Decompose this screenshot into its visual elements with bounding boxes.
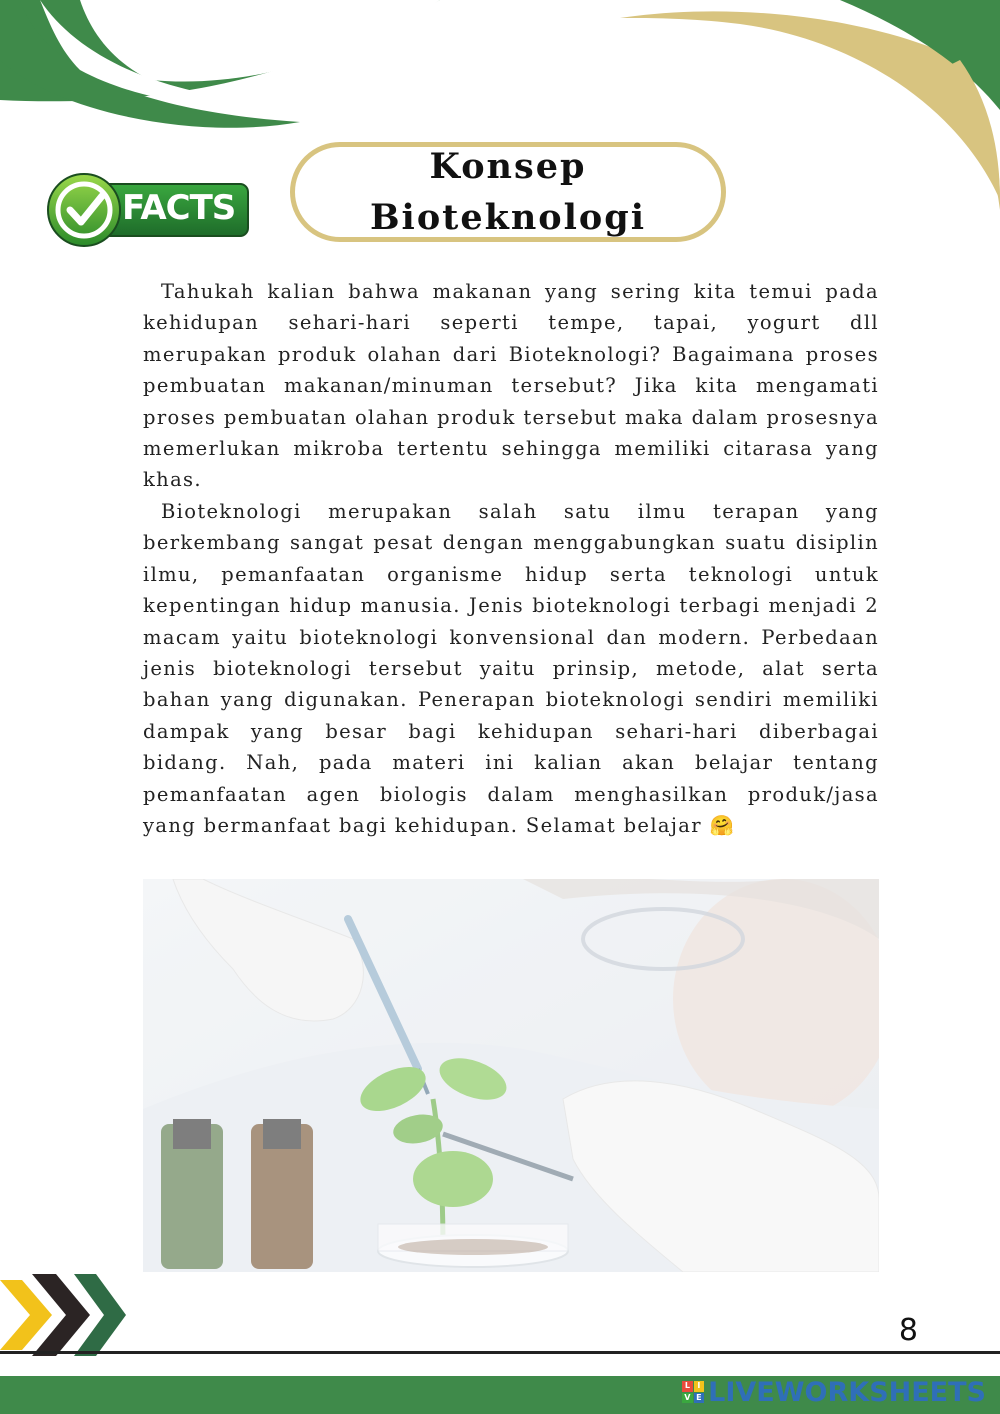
page-title-line-1: Konsep <box>429 146 587 187</box>
page-number: 8 <box>898 1313 918 1348</box>
lab-photo <box>143 879 879 1272</box>
intro-paragraph: Tahukah kalian bahwa makanan yang sering kita temui pada kehidupan sehari-hari seperti tempe, tapai, yogurt dll merupakan produk olahan dari Bioteknologi? Bagaimana proses pembuatan makanan/minuman tersebut? Jika kita mengamati proses pembuatan olahan produk tersebut maka dalam prosesnya memerlukan mikroba tertentu sehingga memiliki citarasa yang khas. <box>143 280 879 492</box>
facts-badge-label: FACTS <box>122 188 236 228</box>
body-paragraph: Bioteknologi merupakan salah satu ilmu terapan yang berkembang sangat pesat dengan menggabungkan suatu disiplin ilmu, pemanfaatan organisme hidup serta teknologi untuk kepentingan hidup manusia. Jenis bioteknologi terbagi menjadi 2 macam yaitu bioteknologi konvensional dan modern. Perbedaan jenis bioteknologi tersebut yaitu prinsip, metode, alat serta bahan yang digunakan. Penerapan bioteknologi sendiri memiliki dampak yang besar bagi kehidupan sehari-hari diberbagai bidang. Nah, pada materi ini kalian akan belajar tentang pemanfaatan agen biologis dalam menghasilkan produk/jasa yang bermanfaat bagi kehidupan. Selamat belajar 🤗 <box>143 500 879 838</box>
page-title-line-2: Bioteknologi <box>369 197 647 238</box>
liveworksheets-logo-icon: L I V E <box>682 1381 704 1403</box>
chevron-decoration-icon <box>0 1270 130 1360</box>
liveworksheets-brand: LIVEWORKSHEETS <box>708 1376 986 1408</box>
liveworksheets-logo[interactable] <box>682 1376 986 1408</box>
footer-rule <box>0 1351 1000 1354</box>
